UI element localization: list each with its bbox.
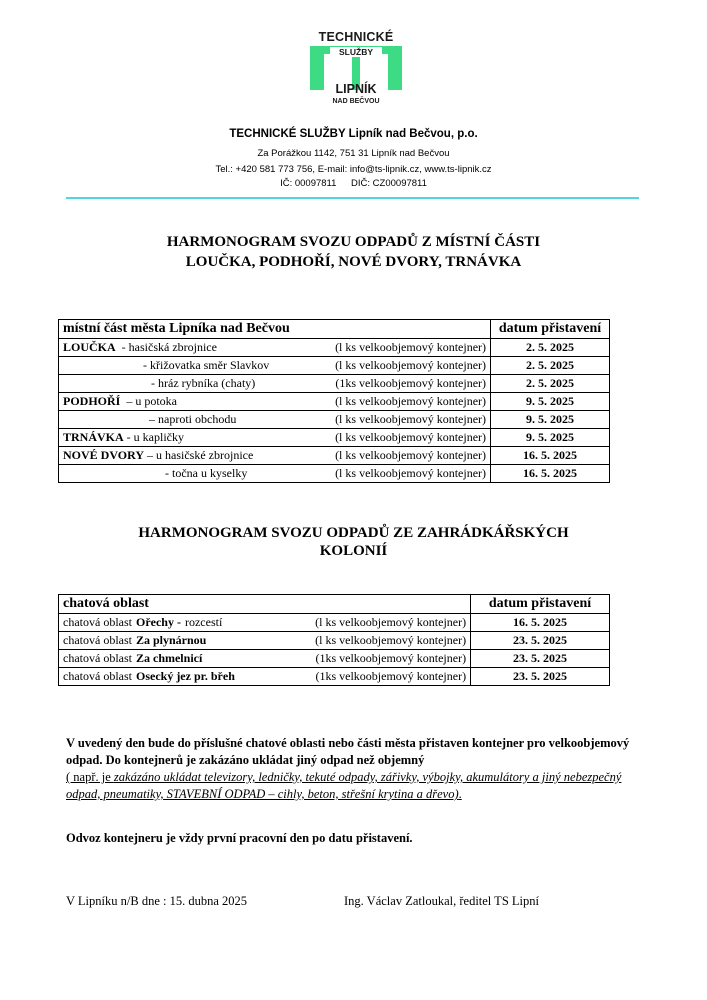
section2-title-line1: HARMONOGRAM SVOZU ODPADŮ ZE ZAHRÁDKÁŘSKÝCH bbox=[138, 525, 569, 541]
company-dic: DIČ: CZ00097811 bbox=[351, 178, 427, 189]
colony-prefix: chatová oblast bbox=[63, 615, 132, 629]
district-schedule-table bbox=[58, 319, 610, 483]
table-row bbox=[59, 447, 610, 465]
colony-suffix: rozcestí bbox=[184, 615, 223, 629]
notice-text: V uvedený den bude do příslušné chatové oblasti nebo části města přistaven kontejner pro velkoobjemový odpad. Do kontejnerů je zakázáno ukládat jiný odpad než objemný bbox=[66, 736, 630, 767]
container-info: (1ks velkoobjemový kontejner) bbox=[315, 669, 467, 683]
container-info: (l ks velkoobjemový kontejner) bbox=[335, 394, 487, 408]
garden-colony-schedule-table bbox=[58, 594, 610, 686]
table-row bbox=[59, 650, 610, 668]
district-name: TRNÁVKA bbox=[63, 430, 124, 444]
company-contact: Tel.: +420 581 773 756, E-mail: info@ts-lipnik.cz, www.ts-lipnik.cz bbox=[215, 164, 492, 175]
placement-date: 2. 5. 2025 bbox=[491, 357, 610, 375]
company-logo bbox=[310, 24, 402, 114]
location-cell bbox=[59, 393, 491, 411]
colony-name: Za chmelnicí bbox=[135, 651, 203, 665]
header-date: datum přistavení bbox=[491, 320, 610, 339]
location-cell bbox=[59, 339, 491, 357]
colony-cell bbox=[59, 650, 471, 668]
district-name: PODHOŘÍ bbox=[63, 394, 121, 408]
container-info: (l ks velkoobjemový kontejner) bbox=[335, 448, 487, 462]
placement-date: 23. 5. 2025 bbox=[471, 650, 610, 668]
table-row bbox=[59, 393, 610, 411]
header-place: chatová oblast bbox=[59, 595, 471, 614]
location-cell bbox=[59, 447, 491, 465]
district-name: LOUČKA bbox=[63, 340, 116, 354]
table-row bbox=[59, 614, 610, 632]
location-cell bbox=[59, 357, 491, 375]
prohibited-suffix: . bbox=[458, 787, 462, 801]
table-row bbox=[59, 339, 610, 357]
container-info: (l ks velkoobjemový kontejner) bbox=[315, 633, 467, 647]
logo-line-2: SLUŽBY bbox=[330, 47, 382, 57]
placement-date: 23. 5. 2025 bbox=[471, 668, 610, 686]
site-name: - u kapličky bbox=[123, 430, 184, 444]
company-ids bbox=[0, 178, 707, 189]
site-name: – u hasičské zbrojnice bbox=[144, 448, 254, 462]
placement-date: 2. 5. 2025 bbox=[491, 375, 610, 393]
location-cell bbox=[59, 465, 491, 483]
placement-date: 2. 5. 2025 bbox=[491, 339, 610, 357]
site-name: – naproti obchodu bbox=[149, 412, 237, 426]
colony-cell bbox=[59, 632, 471, 650]
district-name: NOVÉ DVORY bbox=[63, 448, 145, 462]
container-info: (l ks velkoobjemový kontejner) bbox=[315, 615, 467, 629]
pickup-note: Odvoz kontejneru je vždy první pracovní den po datu přistavení. bbox=[66, 831, 413, 845]
logo-line-1: TECHNICKÉ bbox=[318, 30, 394, 44]
colony-cell bbox=[59, 668, 471, 686]
colony-name: Za plynárnou bbox=[135, 633, 207, 647]
colony-name: Ořechy - bbox=[135, 615, 181, 629]
place-and-date: V Lipníku n/B dne : 15. dubna 2025 bbox=[66, 894, 248, 908]
table-row bbox=[59, 465, 610, 483]
header-place: místní část města Lipníka nad Bečvou bbox=[59, 320, 491, 339]
placement-date: 9. 5. 2025 bbox=[491, 411, 610, 429]
container-info: (l ks velkoobjemový kontejner) bbox=[335, 430, 487, 444]
header-date: datum přistavení bbox=[471, 595, 610, 614]
container-info: (l ks velkoobjemový kontejner) bbox=[335, 412, 487, 426]
placement-date: 16. 5. 2025 bbox=[471, 614, 610, 632]
placement-date: 9. 5. 2025 bbox=[491, 393, 610, 411]
signer: Ing. Václav Zatloukal, ředitel TS Lipní bbox=[344, 894, 539, 908]
table-row bbox=[59, 429, 610, 447]
section2-title-line2: KOLONIÍ bbox=[319, 543, 388, 559]
site-name: - točna u kyselky bbox=[165, 466, 248, 480]
container-info: (1ks velkoobjemový kontejner) bbox=[315, 651, 467, 665]
colony-prefix: chatová oblast bbox=[63, 651, 132, 665]
placement-date: 9. 5. 2025 bbox=[491, 429, 610, 447]
table-header-row bbox=[59, 320, 610, 339]
colony-prefix: chatová oblast bbox=[63, 633, 132, 647]
table-row bbox=[59, 357, 610, 375]
container-info: (1ks velkoobjemový kontejner) bbox=[335, 376, 487, 390]
location-cell bbox=[59, 411, 491, 429]
location-cell bbox=[59, 429, 491, 447]
prohibited-prefix: ( např. je bbox=[66, 770, 114, 784]
company-name: TECHNICKÉ SLUŽBY Lipník nad Bečvou, p.o. bbox=[229, 128, 478, 140]
site-name: – u potoka bbox=[120, 394, 178, 408]
logo-line-3: LIPNÍK bbox=[335, 82, 377, 96]
site-name: - křižovatka směr Slavkov bbox=[143, 358, 270, 372]
placement-date: 16. 5. 2025 bbox=[491, 465, 610, 483]
prohibited-list: zakázáno ukládat televizory, ledničky, tekuté odpady, zářivky, výbojky, akumulátory a jiný nebezpečný odpad, pneumatiky, STAVEBNÍ ODPAD – cihly, beton, střešní krytina a dřevo) bbox=[66, 770, 622, 801]
location-cell bbox=[59, 375, 491, 393]
colony-prefix: chatová oblast bbox=[63, 669, 132, 683]
company-address: Za Porážkou 1142, 751 31 Lipník nad Bečvou bbox=[257, 148, 450, 159]
header-divider bbox=[66, 197, 639, 199]
table-row bbox=[59, 668, 610, 686]
table-row bbox=[59, 411, 610, 429]
colony-cell bbox=[59, 614, 471, 632]
company-ic: IČ: 00097811 bbox=[280, 178, 337, 189]
container-info: (l ks velkoobjemový kontejner) bbox=[335, 340, 487, 354]
logo-line-4: NAD BEČVOU bbox=[332, 98, 380, 105]
section1-title-line1: HARMONOGRAM SVOZU ODPADŮ Z MÍSTNÍ ČÁSTI bbox=[166, 234, 541, 250]
placement-date: 23. 5. 2025 bbox=[471, 632, 610, 650]
container-info: (l ks velkoobjemový kontejner) bbox=[335, 466, 487, 480]
table-row bbox=[59, 375, 610, 393]
site-name: - hasičská zbrojnice bbox=[115, 340, 217, 354]
table-row bbox=[59, 632, 610, 650]
prohibited-items-text bbox=[66, 769, 656, 803]
table-header-row bbox=[59, 595, 610, 614]
section1-title-line2: LOUČKA, PODHOŘÍ, NOVÉ DVORY, TRNÁVKA bbox=[185, 254, 522, 270]
colony-name: Osecký jez pr. břeh bbox=[135, 669, 235, 683]
site-name: - hráz rybníka (chaty) bbox=[151, 376, 256, 390]
container-info: (l ks velkoobjemový kontejner) bbox=[335, 358, 487, 372]
placement-date: 16. 5. 2025 bbox=[491, 447, 610, 465]
